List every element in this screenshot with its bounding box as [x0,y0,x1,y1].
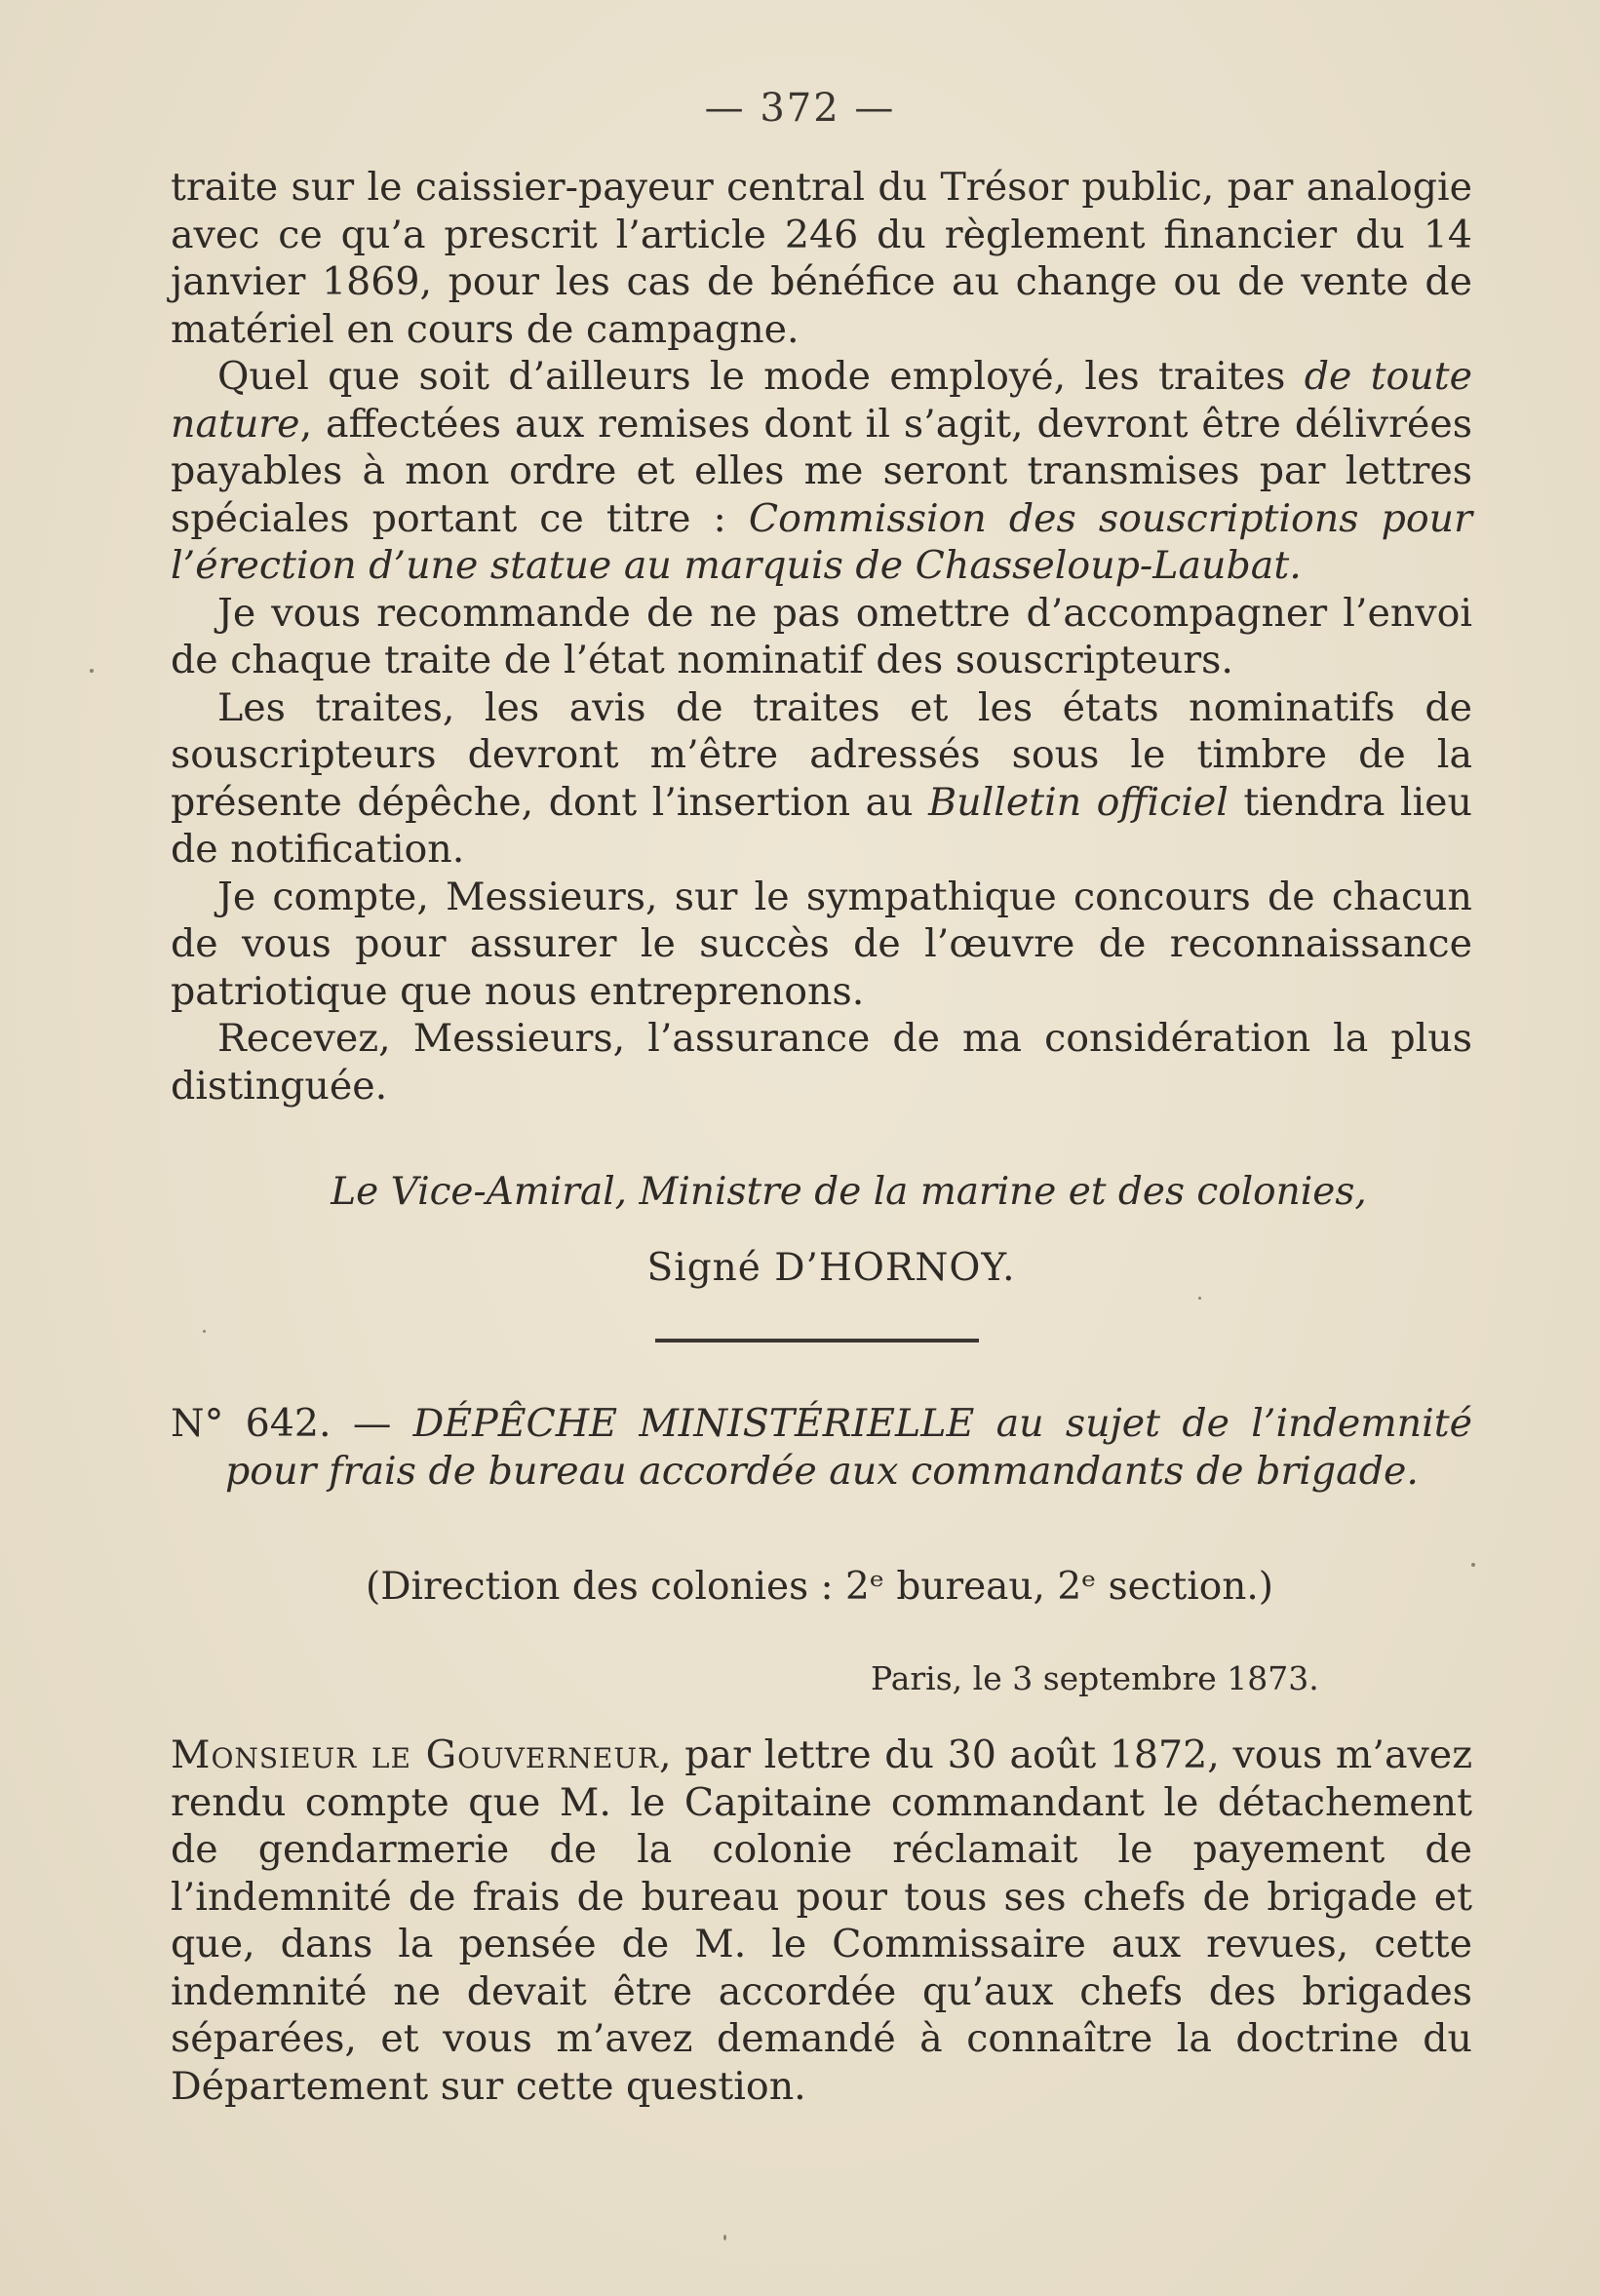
paragraph-1 [171,164,1472,353]
letter-body [171,1732,1472,2110]
salutation: Monsieur le Gouverneur [171,1732,660,1777]
paragraph-2 [171,353,1472,590]
paragraph-6 [171,1015,1472,1109]
paper-speck [1198,1297,1201,1300]
signature-name: Signé D’HORNOY. [646,1246,1016,1290]
signature-title: Le Vice-Amiral, Ministre de la marine et des colonies, [331,1170,1367,1214]
dateline: Paris, le 3 septembre 1873. [871,1659,1319,1697]
paragraph-text: Les traites, les avis de traites et les états nominatifs de souscripteurs devront m’être adressés sous le timbre de la présente dépêche, dont l’insertion au [171,684,1472,825]
direction-line: (Direction des colonies : 2ᵉ bureau, 2ᵉ section.) [366,1565,1273,1609]
paragraph-text: Recevez, Messieurs, l’assurance de ma considération la plus distinguée. [171,1016,1472,1109]
italic-title: Commission des souscriptions pour l’érection d’une statue au marquis de Chasseloup-Laubat. [171,495,1472,588]
paragraph-text: Je vous recommande de ne pas omettre d’accompagner l’envoi de chaque traite de l’état nominatif des souscripteurs. [171,590,1472,682]
paragraph-5 [171,874,1472,1016]
section-title: DÉPÊCHE MINISTÉRIELLE au sujet de l’indemnité pour frais de bureau accordée aux commandants de brigade. [225,1401,1472,1494]
italic-phrase: de toute nature [171,354,1472,447]
paragraph-text: , affectées aux remises dont il s’agit, devront être délivrées payables à mon ordre et elles me seront transmises par lettres spéciales portant ce titre : [171,401,1472,541]
letter-text: , par lettre du 30 août 1872, vous m’avez rendu compte que M. le Capitaine commandant le détachement de gendarmerie de la colonie réclamait le payement de l’indemnité de frais de bureau pour tous ses chefs de brigade et que, dans la pensée de M. le Commissaire aux revues, cette indemnité ne devait être accordée qu’aux chefs des brigades séparées, et vous m’avez demandé à connaître la doctrine du Département sur cette question. [171,1732,1472,2109]
paper-speck [203,1330,206,1333]
paragraph-3 [171,590,1472,684]
paragraph-4 [171,684,1472,874]
paper-speck [1471,1563,1475,1567]
paragraph-text: tiendra lieu de notification. [171,779,1472,872]
paragraph-text: traite sur le caissier-payeur central du Trésor public, par analogie avec ce qu’a prescrit l’article 246 du règlement financier du 14 janvier 1869, pour les cas de bénéfice au change ou de vente de matériel en cours de campagne. [171,165,1472,352]
section-divider [655,1339,979,1343]
page-number: — 372 — [704,86,896,131]
section-heading [171,1400,1472,1495]
circular-body [171,164,1472,1109]
paper-speck [90,669,94,673]
paper-speck [723,2235,726,2240]
letter-paragraph [171,1732,1472,2110]
paragraph-text: Quel que soit d’ailleurs le mode employé, les traites [217,354,1305,399]
italic-phrase: Bulletin officiel [928,779,1229,825]
section-number: N° 642. [171,1401,332,1446]
paragraph-text: Je compte, Messieurs, sur le sympathique concours de chacun de vous pour assurer le succès de l’œuvre de reconnaissance patriotique que nous entreprenons. [171,874,1472,1014]
section-dash: — [331,1401,413,1446]
